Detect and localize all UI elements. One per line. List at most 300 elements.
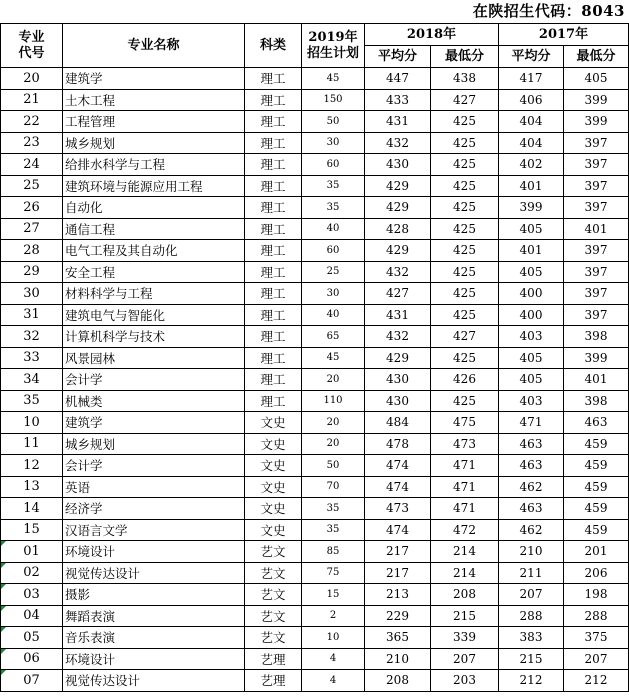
major-code-text: 11 [23, 436, 40, 452]
plan-2019: 45 [302, 347, 365, 369]
major-name: 工程管理 [63, 111, 245, 133]
major-name: 电气工程及其自动化 [63, 240, 245, 262]
avg-2017: 212 [499, 670, 564, 692]
min-2018: 425 [431, 261, 499, 283]
major-code-text: 32 [23, 328, 40, 344]
table-row [1, 89, 629, 111]
category: 理工 [245, 68, 302, 90]
min-2017: 201 [564, 541, 629, 563]
major-code-text: 34 [23, 371, 40, 387]
plan-2019: 35 [302, 197, 365, 219]
avg-2018: 217 [365, 541, 431, 563]
min-2017: 397 [564, 175, 629, 197]
avg-2017: 402 [499, 154, 564, 176]
major-code [1, 433, 63, 455]
major-name: 英语 [63, 476, 245, 498]
plan-2019: 35 [302, 175, 365, 197]
category: 理工 [245, 369, 302, 391]
table-row [1, 648, 629, 670]
avg-2017: 417 [499, 68, 564, 90]
min-2017: 399 [564, 89, 629, 111]
min-2018: 427 [431, 89, 499, 111]
avg-2018: 432 [365, 261, 431, 283]
category: 艺文 [245, 541, 302, 563]
min-2017: 399 [564, 347, 629, 369]
header-plan-line2: 招生计划 [306, 45, 359, 61]
major-code [1, 369, 63, 391]
table-row [1, 627, 629, 649]
category: 理工 [245, 111, 302, 133]
min-2018: 425 [431, 132, 499, 154]
category: 文史 [245, 498, 302, 520]
plan-2019: 35 [302, 519, 365, 541]
plan-2019: 4 [302, 670, 365, 692]
avg-2017: 462 [499, 519, 564, 541]
avg-2017: 400 [499, 283, 564, 305]
cell-flag-icon [1, 649, 6, 654]
min-2017: 398 [564, 326, 629, 348]
avg-2017: 401 [499, 175, 564, 197]
avg-2018: 365 [365, 627, 431, 649]
min-2017: 459 [564, 519, 629, 541]
major-code-text: 03 [23, 586, 40, 602]
major-code-text: 02 [23, 565, 40, 581]
min-2017: 459 [564, 433, 629, 455]
min-2018: 427 [431, 326, 499, 348]
header-major-code [1, 24, 63, 68]
category: 理工 [245, 197, 302, 219]
table-row [1, 433, 629, 455]
table-row [1, 68, 629, 90]
table-row [1, 304, 629, 326]
min-2018: 425 [431, 304, 499, 326]
header-major-code-line1: 专业 [18, 29, 45, 45]
major-code-text: 33 [23, 350, 40, 366]
plan-2019: 10 [302, 627, 365, 649]
major-code-text: 20 [23, 70, 40, 86]
min-2018: 214 [431, 562, 499, 584]
table-row [1, 412, 629, 434]
major-name: 城乡规划 [63, 433, 245, 455]
category: 理工 [245, 304, 302, 326]
category: 文史 [245, 412, 302, 434]
min-2017: 397 [564, 197, 629, 219]
table-row [1, 197, 629, 219]
major-code-text: 35 [23, 393, 40, 409]
major-name: 汉语言文学 [63, 519, 245, 541]
table-row [1, 498, 629, 520]
min-2017: 398 [564, 390, 629, 412]
min-2018: 425 [431, 154, 499, 176]
min-2017: 401 [564, 218, 629, 240]
major-code-text: 27 [23, 221, 40, 237]
header-avg-2017: 平均分 [499, 46, 564, 68]
major-code [1, 197, 63, 219]
avg-2017: 403 [499, 390, 564, 412]
min-2018: 425 [431, 218, 499, 240]
major-name: 环境设计 [63, 648, 245, 670]
major-code [1, 584, 63, 606]
major-code [1, 261, 63, 283]
major-code [1, 562, 63, 584]
plan-2019: 65 [302, 326, 365, 348]
min-2018: 471 [431, 455, 499, 477]
plan-2019: 40 [302, 304, 365, 326]
table-row [1, 670, 629, 692]
avg-2017: 207 [499, 584, 564, 606]
major-name: 给排水科学与工程 [63, 154, 245, 176]
avg-2018: 484 [365, 412, 431, 434]
header-avg-2018: 平均分 [365, 46, 431, 68]
table-row [1, 111, 629, 133]
avg-2018: 229 [365, 605, 431, 627]
category: 文史 [245, 455, 302, 477]
min-2018: 339 [431, 627, 499, 649]
header-year-2018: 2018年 [365, 24, 499, 46]
min-2017: 397 [564, 261, 629, 283]
major-code [1, 154, 63, 176]
avg-2017: 405 [499, 369, 564, 391]
major-code [1, 390, 63, 412]
plan-2019: 15 [302, 584, 365, 606]
avg-2018: 433 [365, 89, 431, 111]
category: 理工 [245, 154, 302, 176]
major-code-text: 07 [23, 672, 40, 688]
avg-2018: 431 [365, 111, 431, 133]
major-name: 会计学 [63, 455, 245, 477]
major-name: 城乡规划 [63, 132, 245, 154]
min-2017: 207 [564, 648, 629, 670]
category: 文史 [245, 476, 302, 498]
header-major-code-line2: 代号 [18, 45, 45, 61]
table-row [1, 369, 629, 391]
avg-2017: 406 [499, 89, 564, 111]
min-2018: 426 [431, 369, 499, 391]
cell-flag-icon [1, 606, 6, 611]
major-code [1, 541, 63, 563]
min-2017: 459 [564, 498, 629, 520]
table-row [1, 519, 629, 541]
header-plan-line1: 2019年 [308, 29, 358, 45]
avg-2017: 463 [499, 433, 564, 455]
cell-flag-icon [1, 670, 6, 675]
category: 理工 [245, 390, 302, 412]
major-name: 会计学 [63, 369, 245, 391]
major-code [1, 670, 63, 692]
major-code-text: 12 [23, 457, 40, 473]
avg-2018: 429 [365, 175, 431, 197]
min-2017: 375 [564, 627, 629, 649]
avg-2018: 429 [365, 347, 431, 369]
table-row [1, 261, 629, 283]
min-2017: 397 [564, 132, 629, 154]
category: 理工 [245, 347, 302, 369]
major-code [1, 240, 63, 262]
major-code-text: 22 [23, 113, 40, 129]
table-row [1, 476, 629, 498]
avg-2017: 405 [499, 347, 564, 369]
min-2018: 425 [431, 175, 499, 197]
major-code-text: 23 [23, 135, 40, 151]
major-code [1, 326, 63, 348]
category: 文史 [245, 433, 302, 455]
avg-2018: 213 [365, 584, 431, 606]
category: 理工 [245, 132, 302, 154]
table-row [1, 283, 629, 305]
min-2018: 425 [431, 240, 499, 262]
min-2017: 405 [564, 68, 629, 90]
major-code [1, 175, 63, 197]
major-code-text: 14 [23, 500, 40, 516]
avg-2018: 473 [365, 498, 431, 520]
avg-2018: 430 [365, 369, 431, 391]
header-plan-2019 [302, 24, 365, 68]
plan-2019: 40 [302, 218, 365, 240]
table-row [1, 390, 629, 412]
min-2017: 463 [564, 412, 629, 434]
major-code-text: 26 [23, 199, 40, 215]
min-2017: 397 [564, 304, 629, 326]
min-2017: 399 [564, 111, 629, 133]
plan-2019: 50 [302, 455, 365, 477]
table-row [1, 455, 629, 477]
min-2017: 397 [564, 240, 629, 262]
avg-2017: 401 [499, 240, 564, 262]
major-name: 安全工程 [63, 261, 245, 283]
avg-2017: 404 [499, 111, 564, 133]
major-code [1, 132, 63, 154]
major-name: 舞蹈表演 [63, 605, 245, 627]
major-name: 经济学 [63, 498, 245, 520]
major-code-text: 06 [23, 651, 40, 667]
major-name: 建筑学 [63, 412, 245, 434]
header-major-name: 专业名称 [63, 24, 245, 68]
avg-2017: 404 [499, 132, 564, 154]
avg-2017: 405 [499, 261, 564, 283]
avg-2018: 432 [365, 326, 431, 348]
cell-flag-icon [1, 584, 6, 589]
avg-2017: 215 [499, 648, 564, 670]
plan-2019: 60 [302, 154, 365, 176]
cell-flag-icon [1, 541, 6, 546]
table-row [1, 154, 629, 176]
major-code-text: 10 [23, 414, 40, 430]
major-name: 材料科学与工程 [63, 283, 245, 305]
category: 艺文 [245, 562, 302, 584]
recruitment-code-label: 在陕招生代码：8043 [472, 2, 625, 20]
header-category: 科类 [245, 24, 302, 68]
min-2018: 207 [431, 648, 499, 670]
major-code [1, 283, 63, 305]
min-2017: 206 [564, 562, 629, 584]
major-code-text: 13 [23, 479, 40, 495]
min-2017: 288 [564, 605, 629, 627]
plan-2019: 150 [302, 89, 365, 111]
major-name: 建筑电气与智能化 [63, 304, 245, 326]
major-name: 视觉传达设计 [63, 562, 245, 584]
plan-2019: 2 [302, 605, 365, 627]
avg-2018: 430 [365, 390, 431, 412]
min-2018: 473 [431, 433, 499, 455]
major-code [1, 68, 63, 90]
table-row [1, 605, 629, 627]
avg-2017: 383 [499, 627, 564, 649]
plan-2019: 50 [302, 111, 365, 133]
table-row [1, 541, 629, 563]
plan-2019: 35 [302, 498, 365, 520]
admission-scores-table [0, 23, 629, 692]
major-code [1, 519, 63, 541]
major-code [1, 347, 63, 369]
plan-2019: 30 [302, 283, 365, 305]
avg-2017: 210 [499, 541, 564, 563]
major-code [1, 304, 63, 326]
major-code-text: 24 [23, 156, 40, 172]
category: 艺理 [245, 670, 302, 692]
major-code-text: 31 [23, 307, 40, 323]
avg-2017: 462 [499, 476, 564, 498]
major-name: 风景园林 [63, 347, 245, 369]
category: 文史 [245, 519, 302, 541]
min-2018: 203 [431, 670, 499, 692]
avg-2018: 428 [365, 218, 431, 240]
table-row [1, 218, 629, 240]
major-name: 音乐表演 [63, 627, 245, 649]
plan-2019: 25 [302, 261, 365, 283]
avg-2018: 474 [365, 455, 431, 477]
major-name: 环境设计 [63, 541, 245, 563]
plan-2019: 45 [302, 68, 365, 90]
major-name: 建筑学 [63, 68, 245, 90]
major-code [1, 627, 63, 649]
plan-2019: 20 [302, 433, 365, 455]
min-2017: 397 [564, 283, 629, 305]
min-2017: 198 [564, 584, 629, 606]
min-2018: 425 [431, 111, 499, 133]
avg-2018: 474 [365, 519, 431, 541]
major-code-text: 29 [23, 264, 40, 280]
major-name: 摄影 [63, 584, 245, 606]
avg-2017: 211 [499, 562, 564, 584]
major-name: 计算机科学与技术 [63, 326, 245, 348]
major-code-text: 30 [23, 285, 40, 301]
avg-2018: 429 [365, 240, 431, 262]
major-code-text: 05 [23, 629, 40, 645]
header-min-2017: 最低分 [564, 46, 629, 68]
major-code [1, 455, 63, 477]
avg-2018: 217 [365, 562, 431, 584]
plan-2019: 110 [302, 390, 365, 412]
min-2018: 425 [431, 197, 499, 219]
major-code [1, 111, 63, 133]
min-2018: 471 [431, 498, 499, 520]
table-row [1, 584, 629, 606]
category: 理工 [245, 89, 302, 111]
category: 理工 [245, 326, 302, 348]
category: 艺文 [245, 605, 302, 627]
min-2018: 472 [431, 519, 499, 541]
min-2018: 214 [431, 541, 499, 563]
avg-2018: 208 [365, 670, 431, 692]
min-2018: 425 [431, 390, 499, 412]
major-code-text: 01 [23, 543, 40, 559]
major-code-text: 28 [23, 242, 40, 258]
avg-2017: 405 [499, 218, 564, 240]
major-code [1, 476, 63, 498]
table-row [1, 326, 629, 348]
plan-2019: 20 [302, 412, 365, 434]
plan-2019: 85 [302, 541, 365, 563]
min-2018: 475 [431, 412, 499, 434]
avg-2018: 210 [365, 648, 431, 670]
min-2018: 208 [431, 584, 499, 606]
min-2018: 471 [431, 476, 499, 498]
min-2018: 425 [431, 283, 499, 305]
table-row [1, 347, 629, 369]
major-name: 视觉传达设计 [63, 670, 245, 692]
avg-2018: 427 [365, 283, 431, 305]
avg-2017: 463 [499, 455, 564, 477]
plan-2019: 60 [302, 240, 365, 262]
avg-2018: 474 [365, 476, 431, 498]
major-name: 自动化 [63, 197, 245, 219]
category: 理工 [245, 261, 302, 283]
header-min-2018: 最低分 [431, 46, 499, 68]
plan-2019: 4 [302, 648, 365, 670]
header-year-2017: 2017年 [499, 24, 629, 46]
avg-2018: 431 [365, 304, 431, 326]
plan-2019: 20 [302, 369, 365, 391]
min-2018: 425 [431, 347, 499, 369]
min-2018: 438 [431, 68, 499, 90]
avg-2018: 447 [365, 68, 431, 90]
avg-2017: 403 [499, 326, 564, 348]
category: 艺文 [245, 584, 302, 606]
major-code [1, 218, 63, 240]
avg-2018: 429 [365, 197, 431, 219]
min-2018: 215 [431, 605, 499, 627]
category: 理工 [245, 218, 302, 240]
min-2017: 459 [564, 455, 629, 477]
avg-2018: 430 [365, 154, 431, 176]
min-2017: 459 [564, 476, 629, 498]
category: 理工 [245, 283, 302, 305]
major-code [1, 648, 63, 670]
avg-2017: 400 [499, 304, 564, 326]
major-code-text: 04 [23, 608, 40, 624]
table-row [1, 562, 629, 584]
plan-2019: 30 [302, 132, 365, 154]
min-2017: 397 [564, 154, 629, 176]
min-2017: 212 [564, 670, 629, 692]
plan-2019: 70 [302, 476, 365, 498]
table-row [1, 175, 629, 197]
category: 艺理 [245, 648, 302, 670]
major-code-text: 25 [23, 178, 40, 194]
major-name: 建筑环境与能源应用工程 [63, 175, 245, 197]
major-code [1, 498, 63, 520]
category: 理工 [245, 240, 302, 262]
avg-2017: 471 [499, 412, 564, 434]
major-code-text: 15 [23, 522, 40, 538]
major-code [1, 412, 63, 434]
avg-2017: 288 [499, 605, 564, 627]
major-code [1, 605, 63, 627]
cell-flag-icon [1, 627, 6, 632]
category: 艺文 [245, 627, 302, 649]
plan-2019: 75 [302, 562, 365, 584]
major-name: 土木工程 [63, 89, 245, 111]
